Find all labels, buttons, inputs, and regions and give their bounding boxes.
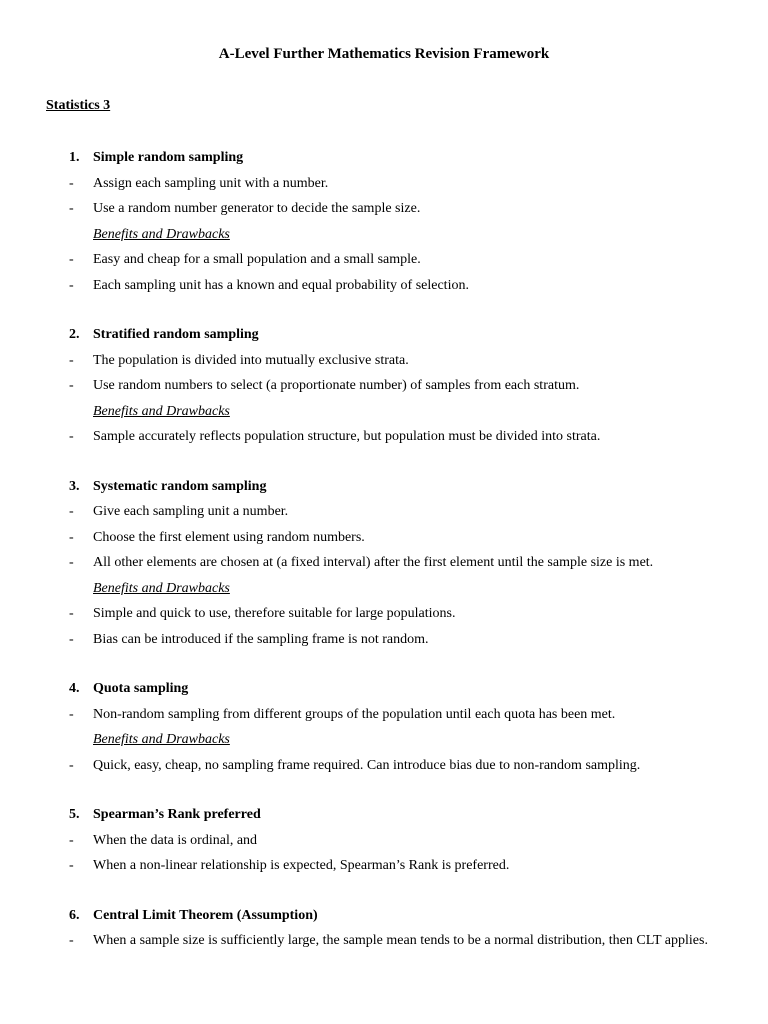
- bullet-point: [0, 553, 768, 579]
- dash-marker: -: [69, 277, 74, 293]
- topic-section: [0, 148, 768, 301]
- topic-section: [0, 805, 768, 882]
- section-heading: Statistics 3: [46, 98, 111, 113]
- dash-marker: -: [69, 757, 74, 773]
- bullet-point: [0, 931, 768, 957]
- benefits-drawbacks-label: [0, 730, 768, 756]
- topic-heading: Central Limit Theorem (Assumption): [93, 907, 318, 923]
- bullet-point: [0, 856, 768, 882]
- bullet-text: Give each sampling unit a number.: [93, 504, 289, 519]
- topic-heading: Quota sampling: [93, 681, 189, 696]
- bullet-text: Use random numbers to select (a proportionate number) of samples from each stratum.: [93, 378, 580, 393]
- bullet-point: [0, 351, 768, 377]
- topic-section: [0, 906, 768, 957]
- benefits-drawbacks-label: [0, 402, 768, 428]
- dash-marker: -: [69, 529, 74, 545]
- topic-heading: Stratified random sampling: [93, 327, 259, 342]
- dash-marker: -: [69, 933, 74, 948]
- topic-heading-row: [0, 906, 768, 932]
- topic-heading: Simple random sampling: [93, 150, 244, 165]
- topic-section: [0, 679, 768, 781]
- topic-number: 2.: [69, 327, 80, 342]
- topic-number: 4.: [69, 681, 80, 696]
- subheading-text: Benefits and Drawbacks: [93, 732, 230, 747]
- dash-marker: -: [69, 504, 74, 519]
- subheading-text: Benefits and Drawbacks: [93, 580, 230, 596]
- bullet-point: [0, 604, 768, 630]
- bullet-point: [0, 427, 768, 453]
- bullet-point: [0, 376, 768, 402]
- dash-marker: -: [69, 252, 74, 267]
- dash-marker: -: [69, 352, 74, 368]
- bullet-text: Assign each sampling unit with a number.: [93, 175, 329, 191]
- bullet-text: Sample accurately reflects population structure, but population must be divided into strata.: [93, 429, 601, 444]
- bullet-text: All other elements are chosen at (a fixed interval) after the first element until the sample size is met.: [93, 555, 654, 570]
- bullet-point: [0, 756, 768, 782]
- benefits-drawbacks-label: [0, 579, 768, 605]
- bullet-text: When a sample size is sufficiently large, the sample mean tends to be a normal distribution, then CLT applies.: [93, 933, 708, 948]
- topic-number: 5.: [69, 807, 80, 822]
- bullet-text: Bias can be introduced if the sampling frame is not random.: [93, 631, 429, 647]
- bullet-point: [0, 705, 768, 731]
- bullet-text: When the data is ordinal, and: [93, 832, 258, 848]
- bullet-point: [0, 250, 768, 276]
- topic-heading: Spearman’s Rank preferred: [93, 807, 261, 822]
- topic-list: [0, 148, 768, 981]
- bullet-point: [0, 174, 768, 200]
- dash-marker: -: [69, 606, 74, 621]
- benefits-drawbacks-label: [0, 225, 768, 251]
- bullet-text: When a non-linear relationship is expected, Spearman’s Rank is preferred.: [93, 858, 510, 873]
- dash-marker: -: [69, 858, 74, 873]
- topic-heading: Systematic random sampling: [93, 478, 267, 494]
- bullet-text: Quick, easy, cheap, no sampling frame required. Can introduce bias due to non-random sampling.: [93, 757, 641, 773]
- bullet-text: Each sampling unit has a known and equal probability of selection.: [93, 277, 469, 293]
- bullet-text: Non-random sampling from different groups of the population until each quota has been met.: [93, 706, 616, 722]
- topic-number: 1.: [69, 150, 80, 165]
- dash-marker: -: [69, 631, 74, 647]
- subheading-text: Benefits and Drawbacks: [93, 403, 230, 419]
- topic-number: 3.: [69, 478, 80, 494]
- bullet-point: [0, 276, 768, 302]
- dash-marker: -: [69, 429, 74, 444]
- topic-heading-row: [0, 477, 768, 503]
- bullet-point: [0, 630, 768, 656]
- topic-heading-row: [0, 325, 768, 351]
- dash-marker: -: [69, 832, 74, 848]
- bullet-point: [0, 831, 768, 857]
- dash-marker: -: [69, 201, 74, 216]
- bullet-point: [0, 199, 768, 225]
- bullet-text: Use a random number generator to decide the sample size.: [93, 201, 421, 216]
- topic-section: [0, 477, 768, 656]
- bullet-text: Choose the first element using random numbers.: [93, 529, 365, 545]
- topic-section: [0, 325, 768, 453]
- topic-heading-row: [0, 805, 768, 831]
- dash-marker: -: [69, 378, 74, 393]
- bullet-point: [0, 528, 768, 554]
- bullet-point: [0, 502, 768, 528]
- bullet-text: Simple and quick to use, therefore suitable for large populations.: [93, 606, 456, 621]
- subheading-text: Benefits and Drawbacks: [93, 226, 230, 242]
- topic-number: 6.: [69, 907, 80, 923]
- document-title: A-Level Further Mathematics Revision Framework: [218, 46, 550, 62]
- topic-heading-row: [0, 148, 768, 174]
- dash-marker: -: [69, 175, 74, 191]
- bullet-text: The population is divided into mutually exclusive strata.: [93, 352, 409, 368]
- dash-marker: -: [69, 555, 74, 570]
- dash-marker: -: [69, 706, 74, 722]
- bullet-text: Easy and cheap for a small population and a small sample.: [93, 252, 421, 267]
- topic-heading-row: [0, 679, 768, 705]
